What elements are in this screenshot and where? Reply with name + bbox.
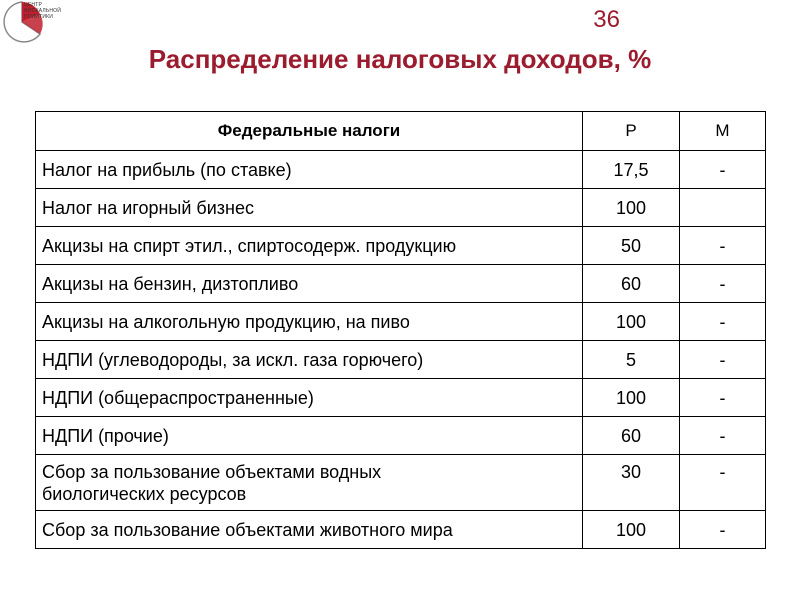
row-r-value: 17,5	[583, 151, 680, 189]
table-row	[36, 455, 766, 511]
row-name: Акцизы на алкогольную продукцию, на пиво	[36, 303, 583, 341]
row-r-value: 100	[583, 189, 680, 227]
row-m-value	[680, 189, 766, 227]
table-row	[36, 303, 766, 341]
row-name-line1: Сбор за пользование объектами водных	[42, 462, 382, 482]
table-row	[36, 341, 766, 379]
row-m-value: -	[680, 455, 766, 511]
row-m-value: -	[680, 151, 766, 189]
row-name: Акцизы на бензин, дизтопливо	[36, 265, 583, 303]
logo-text-line2: ФИСКАЛЬНОЙ	[24, 8, 62, 14]
row-name: НДПИ (общераспространенные)	[36, 379, 583, 417]
tax-distribution-table	[35, 111, 766, 549]
row-r-value: 30	[583, 455, 680, 511]
row-m-value: -	[680, 341, 766, 379]
table-row	[36, 227, 766, 265]
header-federal-taxes: Федеральные налоги	[36, 112, 583, 151]
slide-title: Распределение налоговых доходов, %	[148, 44, 652, 74]
row-name-line2: биологических ресурсов	[42, 484, 247, 504]
table-row	[36, 265, 766, 303]
row-m-value: -	[680, 227, 766, 265]
row-m-value: -	[680, 417, 766, 455]
table-row	[36, 189, 766, 227]
row-m-value: -	[680, 265, 766, 303]
row-m-value: -	[680, 511, 766, 549]
row-r-value: 5	[583, 341, 680, 379]
table-header-row	[36, 112, 766, 151]
row-name: НДПИ (углеводороды, за искл. газа горючего)	[36, 341, 583, 379]
row-name: Сбор за пользование объектами животного мира	[36, 511, 583, 549]
row-name: Налог на игорный бизнес	[36, 189, 583, 227]
row-r-value: 60	[583, 417, 680, 455]
table-row	[36, 379, 766, 417]
slide-number: 36	[593, 6, 620, 33]
row-name: НДПИ (прочие)	[36, 417, 583, 455]
header-r: Р	[583, 112, 680, 151]
logo-text	[24, 2, 72, 20]
row-r-value: 50	[583, 227, 680, 265]
row-name: Акцизы на спирт этил., спиртосодерж. продукцию	[36, 227, 583, 265]
row-m-value: -	[680, 303, 766, 341]
table-row	[36, 151, 766, 189]
table-row	[36, 511, 766, 549]
row-r-value: 60	[583, 265, 680, 303]
logo-text-line1: ЦЕНТР	[24, 2, 43, 8]
table-row	[36, 417, 766, 455]
row-r-value: 100	[583, 379, 680, 417]
row-name	[36, 455, 583, 511]
row-name: Налог на прибыль (по ставке)	[36, 151, 583, 189]
row-r-value: 100	[583, 303, 680, 341]
header-m: М	[680, 112, 766, 151]
logo-text-line3: ПОЛИТИКИ	[24, 14, 54, 20]
row-r-value: 100	[583, 511, 680, 549]
center-fiscal-policy-logo	[0, 0, 80, 50]
row-m-value: -	[680, 379, 766, 417]
